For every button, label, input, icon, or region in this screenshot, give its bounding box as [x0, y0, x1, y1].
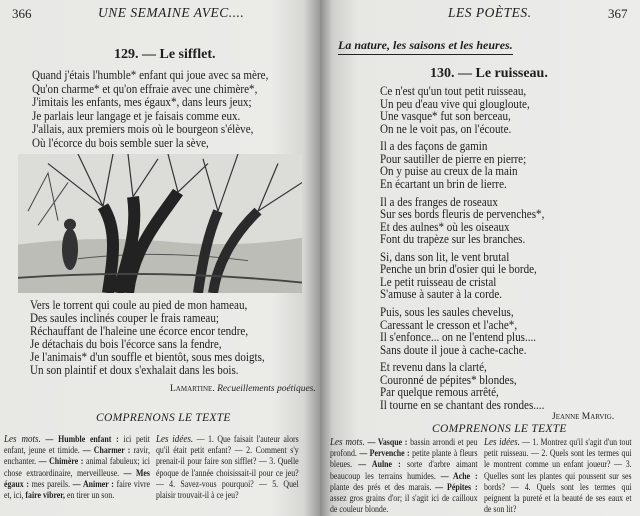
- verse: Qu'on charme* et qu'on effraie avec une chimère*,: [32, 81, 258, 96]
- term: — Animer :: [72, 478, 114, 490]
- verse: Je l'animais* d'un souffle et bientôt, sous mes doigts,: [30, 350, 265, 364]
- mots-lead: Les mots.: [330, 436, 365, 448]
- author: Jeanne Marvig.: [552, 412, 615, 422]
- stanza: [380, 196, 544, 246]
- poem-title: 129. — Le sifflet.: [114, 47, 216, 62]
- term: — Ache :: [440, 470, 478, 482]
- term: — Mes égaux :: [4, 467, 150, 490]
- verse: Ce n'est qu'un tout petit ruisseau,: [380, 84, 527, 98]
- verse: Il a des franges de roseaux: [380, 194, 498, 209]
- verse: Quand j'étais l'humble* enfant qui joue avec sa mère,: [32, 68, 269, 82]
- term: — Pervenche :: [359, 448, 410, 460]
- les-idees-column: [484, 437, 632, 515]
- term: faire vibrer,: [25, 490, 66, 502]
- verse: On ne le voit pas, on l'écoute.: [380, 121, 512, 136]
- verse: En écartant un brin de lierre.: [380, 176, 507, 191]
- definition: assez gros grains d'or; il s'agit ici de cailloux de couleur blonde.: [330, 493, 478, 516]
- definition: mes pareils.: [29, 478, 73, 490]
- definition: plante des prés et des marais.: [330, 481, 436, 493]
- running-head: UNE SEMAINE AVEC....: [98, 5, 245, 20]
- term: — Humble enfant :: [45, 434, 119, 445]
- les-mots-column: [4, 434, 150, 501]
- verse: Un peu d'eau vive qui glougloute,: [380, 96, 530, 111]
- verse: On y puise au creux de la main: [380, 164, 518, 179]
- verse: Une vasque* fut son berceau,: [380, 109, 511, 123]
- page-number: 367: [608, 6, 628, 21]
- mots-lead: Les mots.: [4, 433, 41, 445]
- stanza: [380, 85, 544, 135]
- verse: Où l'écorce du bois semble suer la sève,: [32, 135, 209, 150]
- page-number: 366: [12, 6, 32, 21]
- verse: Un son plaintif et doux s'exhalait dans les bois.: [30, 363, 239, 377]
- poem: [380, 85, 544, 417]
- term: — Vasque :: [367, 437, 408, 448]
- signature: [170, 384, 316, 394]
- verse: Il a des façons de gamin: [380, 139, 488, 154]
- definition: sorte d'arbre aimant beaucoup les terrains humides.: [330, 459, 478, 482]
- verse: Couronné de pépites* blondes,: [380, 372, 517, 387]
- verse: J'imitais les enfants, mes égaux*, dans leurs jeux;: [32, 95, 252, 109]
- definition: en tirer un son.: [65, 490, 115, 502]
- verse: Le petit ruisseau de cristal: [380, 274, 497, 289]
- right-page: [320, 0, 640, 516]
- willow-trees-illustration: [18, 154, 302, 293]
- running-head: LES POÈTES.: [448, 5, 532, 20]
- term: — Aulne :: [358, 459, 401, 471]
- idees-lead: Les idées.: [156, 433, 194, 445]
- section-heading: COMPRENONS LE TEXTE: [432, 423, 567, 435]
- source: Recueillements poétiques.: [217, 384, 316, 394]
- term: — Charmer :: [82, 445, 131, 457]
- verse: Sans doute il joue à cache-cache.: [380, 342, 527, 357]
- author: Lamartine.: [170, 384, 215, 394]
- section-heading: COMPRENONS LE TEXTE: [96, 412, 231, 424]
- questions: — 1. Montrez qu'il s'agit d'un tout petit ruisseau. — 2. Quels sont les termes qui le montrent comme un enfant joueur? — 3. Quelles sont les plantes qui poussent sur ses bords? — 4. Quels sont les termes qui peignent la pureté et la beauté de ses eaux et de son lit?: [484, 437, 632, 516]
- verse: Font du trapèze sur les branches.: [380, 232, 526, 247]
- stanza: [380, 251, 544, 301]
- term: — Chimère :: [38, 456, 84, 468]
- questions: — 1. Que faisait l'auteur alors qu'il était petit enfant? — 2. Comment s'y prenait-il pour faire son sifflet? — 3. Quelle époque de l'année choisissait-il pour ce jeu? — 4. Savez-vous pourquoi? — 5. Quel plaisir trouvait-il à ce jeu?: [156, 434, 299, 502]
- idees-lead: Les idées.: [484, 436, 520, 448]
- poem-stanza-1: [32, 69, 268, 150]
- verse: Pour sautiller de pierre en pierre;: [380, 151, 527, 166]
- verse: Et revenu dans la clarté,: [380, 360, 487, 375]
- verse: Sur ses bords fleuris de pervenches*,: [380, 207, 545, 222]
- poem-stanza-2: [30, 299, 265, 377]
- verse: Je parlais leur langage et je faisais comme eux.: [32, 108, 241, 123]
- verse: Réchauffant de l'haleine une écorce encor tendre,: [30, 324, 249, 338]
- definition: animal fabuleux; ici chose extraordinaire, merveilleuse.: [4, 456, 150, 479]
- verse: Caressant le cresson et l'ache*,: [380, 317, 518, 332]
- verse: Par quelque remous arrêté,: [380, 385, 499, 400]
- stanza: [380, 306, 544, 356]
- section-subtitle: La nature, les saisons et les heures.: [338, 38, 513, 55]
- verse: Il s'enfonce... on ne l'entend plus....: [380, 330, 537, 345]
- definition: petite plante à fleurs bleues.: [330, 448, 478, 471]
- verse: Vers le torrent qui coule au pied de mon hameau,: [30, 298, 248, 312]
- definition: faire vivre et, ici,: [4, 478, 150, 502]
- verse: S'amuse à sauter à la corde.: [380, 287, 503, 302]
- les-idees-column: [156, 434, 299, 501]
- term: — Pépites :: [435, 481, 478, 493]
- definition: bassin arrondi et peu profond.: [330, 437, 478, 460]
- stanza: [380, 361, 544, 411]
- definition: ici petit enfant, jeune et timide.: [4, 434, 150, 457]
- definition: ravir, enchanter.: [4, 445, 150, 468]
- les-mots-column: [330, 437, 478, 515]
- verse: Puis, sous les saules chevelus,: [380, 305, 514, 320]
- verse: Des saules inclinés couper le frais rameau;: [30, 311, 219, 325]
- verse: Si, dans son lit, le vent brutal: [380, 249, 510, 264]
- verse: Et des aulnes* où les oiseaux: [380, 219, 510, 234]
- stanza: [380, 140, 544, 190]
- poem-title: 130. — Le ruisseau.: [430, 66, 548, 81]
- verse: Je détachais du bois l'écorce sans la fendre,: [30, 337, 222, 351]
- verse: Penche un brin d'osier qui le borde,: [380, 262, 537, 277]
- verse: Il tourne en se chantant des rondes....: [380, 397, 545, 412]
- verse: J'allais, aux premiers mois où le bourgeon s'élève,: [32, 122, 254, 136]
